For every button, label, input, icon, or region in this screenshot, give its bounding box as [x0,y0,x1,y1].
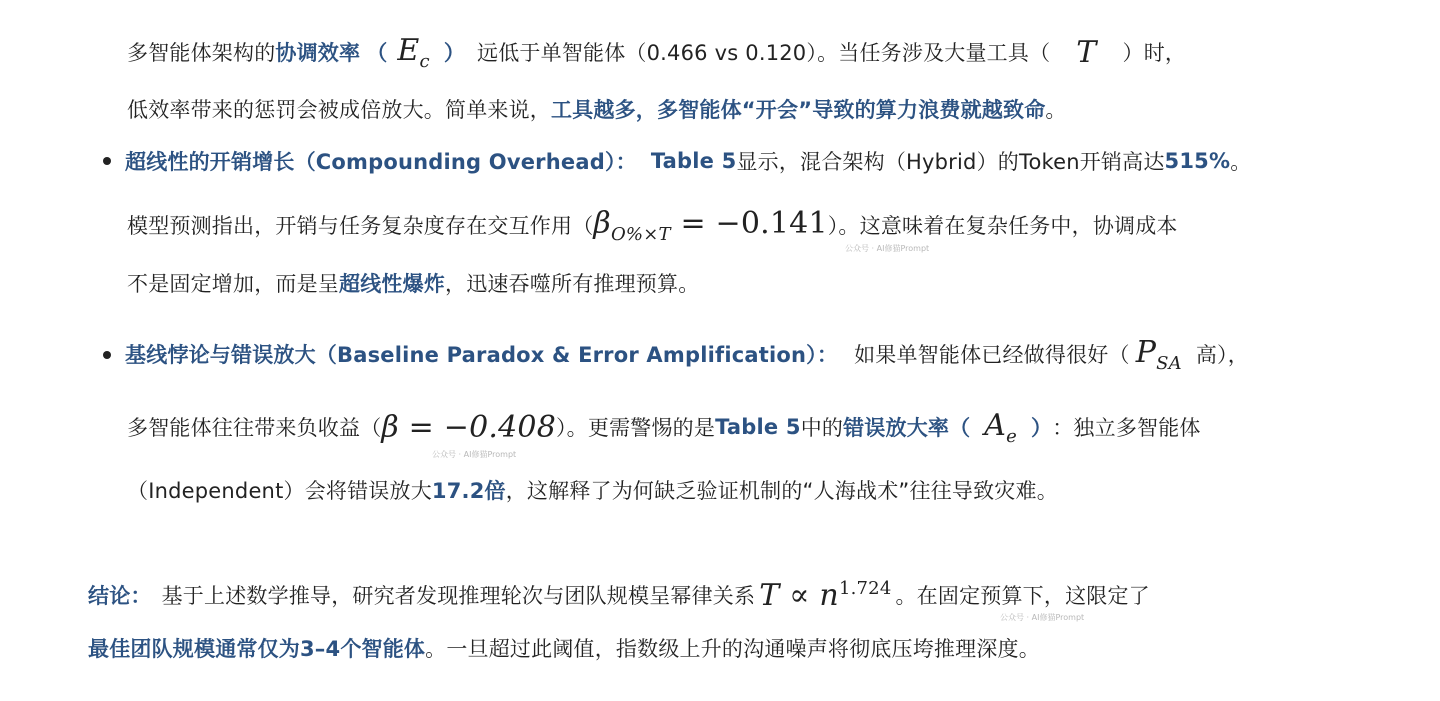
bullet-2-title: 基线悖论与错误放大（Baseline Paradox & Error Amplification）： [125,343,839,367]
text: 显示，混合架构（Hybrid）的Token开销高达 [736,150,1165,174]
conclusion-label: 结论： [88,584,152,608]
watermark: 公众号 · AI修猫Prompt [1000,613,1085,622]
bullet-dot [103,157,111,165]
math-beta-interaction: $\beta_{O\%\times T} = -0.141$ [593,205,828,245]
text: 远低于单智能体（0.466 vs 0.120）。当任务涉及大量工具（ [477,41,1051,65]
text: ，迅速吞噬所有推理预算。 [445,272,700,296]
conclusion-line-1 [88,570,1150,620]
table-5-ref: Table 5 [650,149,737,173]
math-power-law: $T \propto n^{1.724}$ [759,577,892,613]
text: 高）， [1195,343,1249,367]
bullet-1-title: 超线性的开销增长（Compounding Overhead）： [125,150,637,174]
text: 中的 [800,416,844,440]
bullet-1-line-3 [127,267,699,299]
text: （Independent）会将错误放大 [127,479,432,503]
math-beta-baseline: β = −0.408 [381,409,556,445]
bullet-1-line-2 [127,202,1178,248]
table-5-ref: Table 5 [715,415,801,439]
paragraph-line-2 [127,93,1067,125]
watermark: 公众号 · AI修猫Prompt [432,450,517,459]
text: 如果单智能体已经做得很好（ [854,343,1130,367]
text: ，这解释了为何缺乏验证机制的“人海战术”往往导致灾难。 [505,479,1058,503]
paren-close: ） [1031,416,1053,440]
text: 多智能体往往带来负收益（ [127,416,382,440]
paragraph-line-1 [127,32,1186,72]
text: 。在固定预算下，这限定了 [895,584,1150,608]
highlight-superlinear: 超线性爆炸 [339,272,445,296]
highlight-error-amplification: 错误放大率（ [843,416,971,440]
conclusion-line-2 [88,632,1040,664]
text: 基于上述数学推导，研究者发现推理轮次与团队规模呈幂律关系 [161,584,756,608]
text: 。 [1045,98,1067,122]
text: 多智能体架构的 [127,41,276,65]
paren-close: ） [443,41,466,65]
bullet-2-line-3 [127,474,1058,506]
math-ec: $E_c$ [397,32,430,72]
bullet-2-line-1 [125,333,1249,375]
text: 。一旦超过此阈值，指数级上升的沟通噪声将彻底压垮推理深度。 [425,637,1040,661]
highlight-more-tools: 工具越多，多智能体“开会”导致的算力浪费就越致命 [551,98,1046,122]
highlight-17x: 17.2倍 [431,479,506,503]
text: ）。更需警惕的是 [555,416,716,440]
math-t: T [1076,34,1097,70]
text: 模型预测指出，开销与任务复杂度存在交互作用（ [127,214,594,238]
math-ae: $A_e$ [984,407,1018,447]
bullet-dot [103,351,111,359]
bullet-2-line-2 [127,404,1201,450]
highlight-coordination-efficiency: 协调效率 [275,41,361,65]
text: ：独立多智能体 [1052,416,1201,440]
watermark: 公众号 · AI修猫Prompt [845,244,930,253]
paren-open: （ [366,41,388,65]
text: ）。这意味着在复杂任务中，协调成本 [827,214,1178,238]
highlight-515: 515% [1164,149,1231,173]
highlight-optimal-team-size: 最佳团队规模通常仅为3–4个智能体 [88,637,426,661]
bullet-1-line-1 [125,145,1251,177]
text: ）时， [1122,41,1187,65]
text: 。 [1230,150,1252,174]
math-psa: $P_{SA}$ [1135,334,1182,374]
text: 低效率带来的惩罚会被成倍放大。简单来说， [127,98,551,122]
text: 不是固定增加，而是呈 [127,272,339,296]
